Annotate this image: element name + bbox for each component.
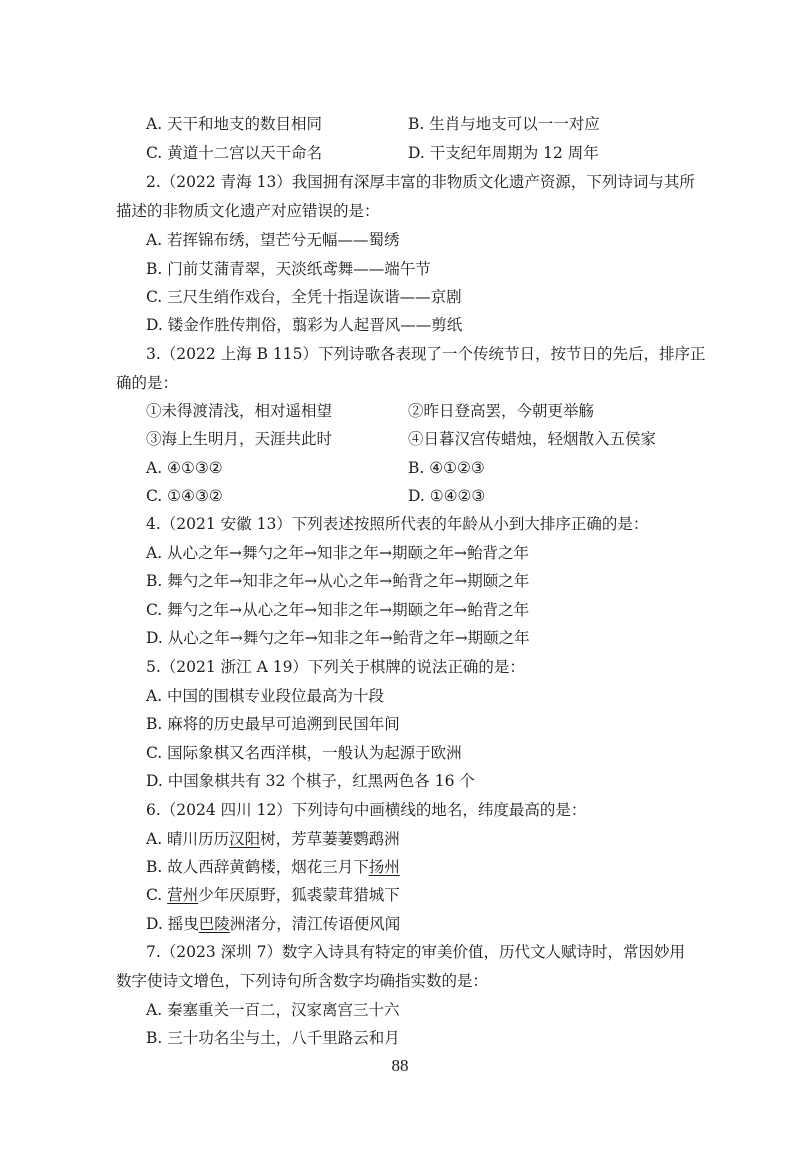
q4-option-b: B. 舞勺之年→知非之年→从心之年→鲐背之年→期颐之年: [146, 572, 530, 590]
q6-a-text-post: 树，芳草萋萋鹦鹉洲: [260, 830, 400, 848]
q2-option-c: C. 三尺生绡作戏台，全凭十指逞诙谐——京剧: [146, 288, 462, 306]
q4-option-c: C. 舞勺之年→从心之年→知非之年→期颐之年→鲐背之年: [146, 601, 530, 619]
q2-stem-line2: 描述的非物质文化遗产对应错误的是：: [116, 202, 380, 220]
q6-b-underlined-place: 扬州: [368, 858, 400, 876]
q3-poem-4: ④日暮汉宫传蜡烛，轻烟散入五侯家: [408, 430, 657, 448]
q5-stem: 5.（2021 浙江 A 19）下列关于棋牌的说法正确的是：: [146, 658, 525, 676]
q1-option-c: C. 黄道十二宫以天干命名: [146, 144, 323, 162]
q6-stem: 6.（2024 四川 12）下列诗句中画横线的地名，纬度最高的是：: [146, 801, 587, 819]
q6-a-underlined-place: 汉阳: [229, 830, 261, 848]
q6-d-text-post: 洲渚分，清江传语便风闻: [229, 915, 401, 933]
q6-a-text-pre: A. 晴川历历: [146, 830, 230, 848]
q7-option-a: A. 秦塞重关一百二，汉家离宫三十六: [146, 1001, 400, 1019]
q7-option-b: B. 三十功名尘与土，八千里路云和月: [146, 1029, 400, 1047]
page-number: 88: [391, 1056, 409, 1075]
q5-option-d: D. 中国象棋共有 32 个棋子，红黑两色各 16 个: [146, 772, 475, 790]
q5-option-a: A. 中国的围棋专业段位最高为十段: [146, 687, 385, 705]
q3-option-a: A. ④①③②: [146, 459, 223, 477]
q1-option-a: A. 天干和地支的数目相同: [146, 115, 323, 133]
q1-option-b: B. 生肖与地支可以一一对应: [408, 115, 600, 133]
q4-stem: 4.（2021 安徽 13）下列表述按照所代表的年龄从小到大排序正确的是：: [146, 515, 649, 533]
q2-stem-line1: 2.（2022 青海 13）我国拥有深厚丰富的非物质文化遗产资源，下列诗词与其所: [146, 173, 695, 191]
q3-poem-2: ②昨日登高罢，今朝更举觞: [408, 402, 595, 420]
q3-stem-line2: 确的是：: [116, 374, 179, 392]
q3-option-d: D. ①④②③: [408, 487, 486, 505]
q3-option-b: B. ④①②③: [408, 459, 485, 477]
q3-poem-1: ①未得渡清浅，相对遥相望: [146, 402, 333, 420]
q6-b-text-pre: B. 故人西辞黄鹤楼，烟花三月下: [146, 858, 369, 876]
q6-option-c: [146, 884, 400, 906]
q7-stem-line1: 7.（2023 深圳 7）数字入诗具有特定的审美价值，历代文人赋诗时，常因妙用: [146, 943, 685, 961]
q2-option-a: A. 若挥锦布绣，望芒兮无幅——蜀绣: [146, 231, 400, 249]
q5-option-c: C. 国际象棋又名西洋棋，一般认为起源于欧洲: [146, 744, 462, 762]
q3-poem-3: ③海上生明月，天涯共此时: [146, 430, 333, 448]
q4-option-d: D. 从心之年→舞勺之年→知非之年→鲐背之年→期颐之年: [146, 629, 530, 647]
q2-option-b: B. 门前艾蒲青翠，天淡纸鸢舞——端午节: [146, 260, 431, 278]
q3-stem-line1: 3.（2022 上海 B 115）下列诗歌各表现了一个传统节日，按节日的先后，排序正: [146, 345, 706, 363]
q6-c-text-post: 少年厌原野，狐裘蒙茸猎城下: [198, 886, 400, 904]
q2-option-d: D. 镂金作胜传荆俗，翦彩为人起晋风——剪纸: [146, 316, 463, 334]
q6-option-b: [146, 856, 400, 878]
q3-option-c: C. ①④③②: [146, 487, 223, 505]
q6-d-text-pre: D. 摇曳: [146, 915, 199, 933]
q1-option-d: D. 干支纪年周期为 12 周年: [408, 144, 599, 162]
q6-c-text-pre: C.: [146, 886, 168, 904]
q6-d-underlined-place: 巴陵: [198, 915, 230, 933]
q6-option-a: [146, 828, 400, 850]
q6-option-d: [146, 913, 400, 935]
q7-stem-line2: 数字使诗文增色，下列诗句所含数字均确指实数的是：: [116, 972, 489, 990]
q4-option-a: A. 从心之年→舞勺之年→知非之年→期颐之年→鲐背之年: [146, 544, 529, 562]
q5-option-b: B. 麻将的历史最早可追溯到民国年间: [146, 715, 400, 733]
q6-c-underlined-place: 营州: [167, 886, 199, 904]
